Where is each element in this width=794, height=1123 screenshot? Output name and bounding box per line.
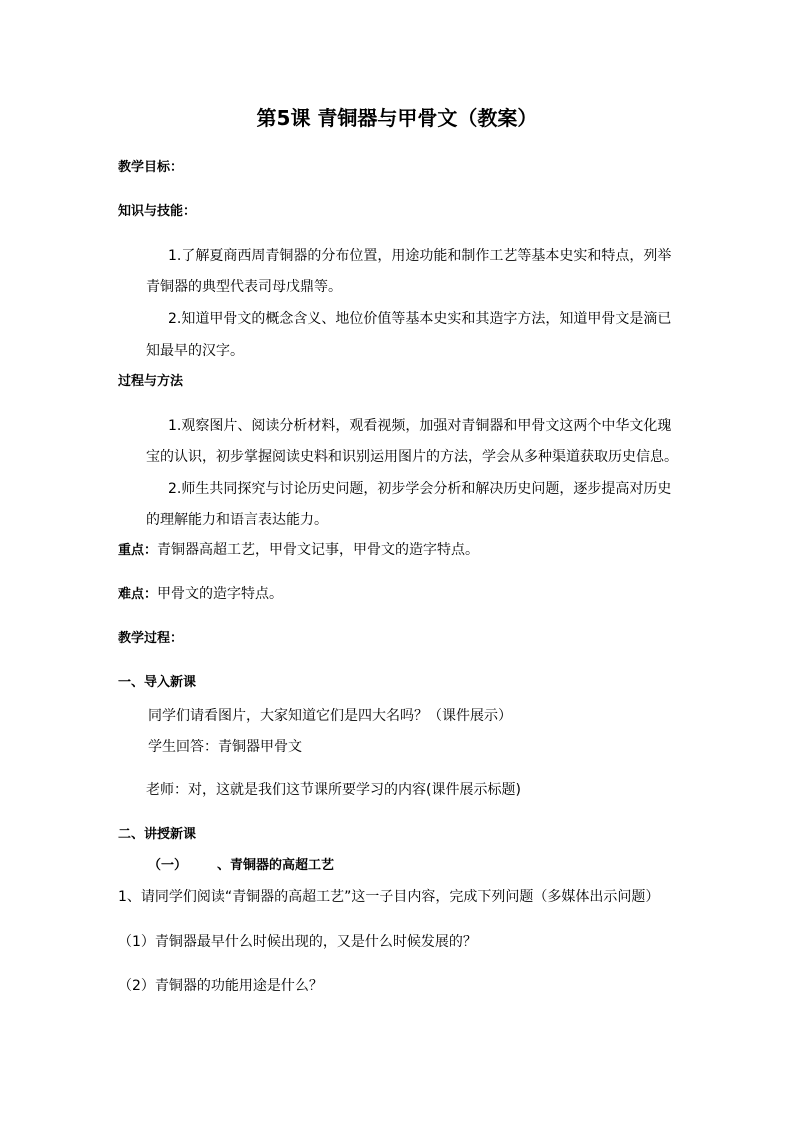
knowledge-item-1-line-1: 1.了解夏商西周青铜器的分布位置，用途功能和制作工艺等基本史实和特点，列举 [168, 248, 672, 264]
process-heading: 过程与方法 [118, 374, 184, 389]
process-item-1-line-1: 1.观察图片、阅读分析材料，观看视频，加强对青铜器和甲骨文这两个中华文化瑰 [168, 418, 672, 434]
section-1-heading: 一、导入新课 [118, 675, 197, 690]
section-1-line-2: 学生回答：青铜器甲骨文 [148, 739, 302, 755]
knowledge-item-2-line-1: 2.知道甲骨文的概念含义、地位价值等基本史实和其造字方法，知道甲骨文是滴已 [168, 311, 672, 327]
difficult-point [118, 584, 283, 605]
process-item-2-line-1: 2.师生共同探究与讨论历史问题，初步学会分析和解决历史问题，逐步提高对历史 [168, 481, 672, 497]
knowledge-item-1-line-2: 青铜器的典型代表司母戊鼎等。 [146, 279, 342, 295]
key-point-label: 重点： [118, 543, 158, 558]
question-2: （2）青铜器的功能用途是什么？ [118, 978, 323, 994]
key-point [118, 540, 479, 561]
section-2-heading: 二、讲授新课 [118, 827, 197, 842]
difficult-point-text: 甲骨文的造字特点。 [157, 586, 284, 602]
objectives-heading: 教学目标： [118, 160, 184, 175]
subsection-1-title: 、青铜器的高超工艺 [217, 858, 335, 873]
process-item-2-line-2: 的理解能力和语言表达能力。 [146, 512, 328, 528]
teaching-process-heading: 教学过程： [118, 631, 184, 646]
knowledge-item-2-line-2: 知最早的汉字。 [146, 343, 244, 359]
section-1-line-3: 老师：对，这就是我们这节课所要学习的内容(课件展示标题) [146, 782, 521, 798]
section-1-line-1: 同学们请看图片，大家知道它们是四大名吗？（课件展示） [148, 708, 512, 724]
process-item-1-line-2: 宝的认识，初步掌握阅读史料和识别运用图片的方法，学会从多种渠道获取历史信息。 [146, 449, 678, 465]
page-title: 第5课 青铜器与甲骨文（教案） [256, 106, 538, 130]
difficult-point-label: 难点： [118, 587, 158, 602]
question-1: （1）青铜器最早什么时候出现的，又是什么时候发展的？ [118, 934, 477, 950]
key-point-text: 青铜器高超工艺，甲骨文记事，甲骨文的造字特点。 [157, 542, 480, 558]
subsection-1-number: （一） [148, 858, 188, 873]
knowledge-heading: 知识与技能： [118, 204, 197, 219]
task-1: 1、请同学们阅读“青铜器的高超工艺”这一子目内容，完成下列问题（多媒体出示问题） [118, 889, 660, 905]
